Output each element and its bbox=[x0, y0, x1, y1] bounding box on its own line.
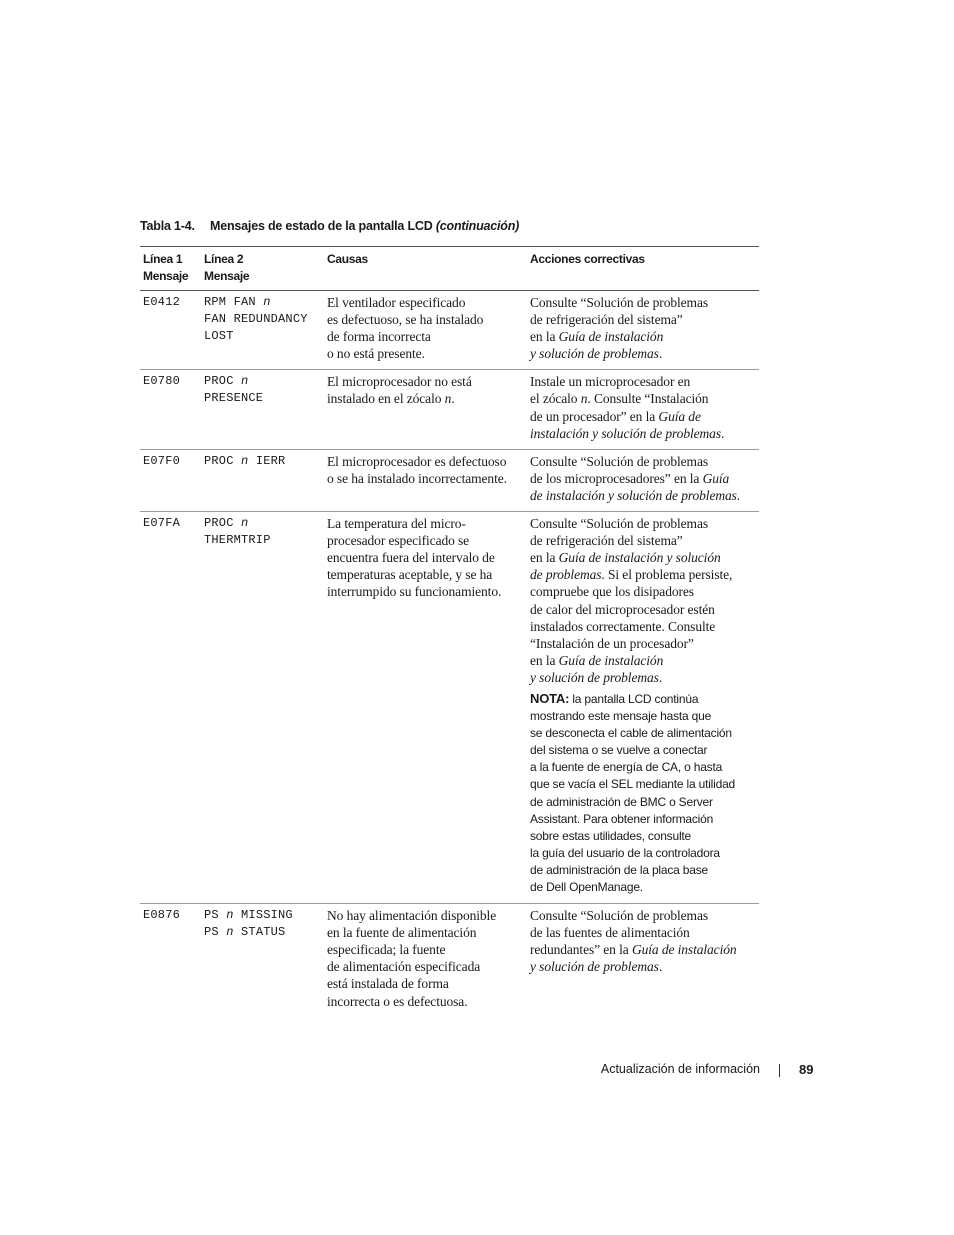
cause-line bbox=[327, 993, 525, 1010]
table-caption-label: Tabla 1-4. bbox=[140, 219, 195, 233]
note-text: de Dell OpenManage. bbox=[530, 880, 643, 894]
action-line bbox=[530, 907, 757, 924]
italic-text: Guía de instalación bbox=[631, 942, 737, 958]
message-code-cell bbox=[140, 512, 201, 904]
text-segment: El ventilador especificado bbox=[327, 295, 466, 310]
text-segment: RPM FAN bbox=[204, 295, 264, 309]
action-line bbox=[530, 390, 757, 407]
cause-line bbox=[327, 328, 525, 345]
text-segment: . bbox=[658, 669, 663, 685]
note-text: Assistant. Para obtener información bbox=[530, 811, 714, 826]
cause-line bbox=[327, 453, 525, 470]
text-segment: IERR bbox=[248, 453, 286, 468]
cause-line bbox=[327, 470, 525, 487]
italic-text: Guía de instalación bbox=[558, 329, 664, 345]
italic-text: n bbox=[444, 391, 452, 407]
note-text: la pantalla LCD continúa bbox=[572, 691, 699, 706]
note-line bbox=[530, 776, 757, 793]
action-line bbox=[530, 425, 757, 442]
causes-cell bbox=[324, 904, 527, 1017]
note-line bbox=[530, 742, 757, 759]
corrective-actions-cell bbox=[527, 291, 759, 370]
message-code-cell bbox=[140, 449, 201, 511]
action-line bbox=[530, 328, 757, 345]
message-code: E07F0 bbox=[143, 453, 181, 468]
lcd-message-line bbox=[204, 532, 322, 549]
text-segment: es defectuoso, se ha instalado bbox=[327, 312, 484, 328]
note-text: de administración de BMC o Server bbox=[530, 794, 713, 809]
lcd-status-messages-table bbox=[140, 246, 759, 1017]
italic-text: Guía de instalación y solución bbox=[558, 550, 721, 566]
text-segment: de calor del microprocesador estén bbox=[530, 601, 715, 617]
text-segment: . Si el problema persiste, bbox=[601, 567, 733, 583]
action-line bbox=[530, 345, 757, 362]
table-body bbox=[140, 291, 759, 1017]
text-segment: está instalada de forma bbox=[327, 976, 449, 992]
text-segment: interrumpido su funcionamiento. bbox=[327, 584, 502, 600]
text-segment: No hay alimentación disponible bbox=[327, 908, 497, 924]
note-line bbox=[530, 759, 757, 776]
text-segment: de los microprocesadores” en la bbox=[530, 470, 703, 486]
text-segment: LOST bbox=[204, 329, 234, 344]
corrective-actions-cell bbox=[527, 370, 759, 449]
message-code-cell bbox=[140, 291, 201, 370]
table-row bbox=[140, 291, 759, 370]
footer-separator bbox=[779, 1064, 780, 1077]
corrective-actions-cell bbox=[527, 904, 759, 1017]
causes-cell bbox=[324, 512, 527, 904]
text-segment: en la bbox=[530, 550, 559, 566]
text-segment: . bbox=[720, 425, 725, 441]
italic-text: n bbox=[226, 908, 234, 923]
table-row bbox=[140, 449, 759, 511]
message-code-cell bbox=[140, 370, 201, 449]
text-segment: compruebe que los disipadores bbox=[530, 584, 694, 600]
note-line bbox=[530, 690, 757, 708]
cause-line bbox=[327, 532, 525, 549]
action-line bbox=[530, 373, 757, 390]
text-segment: incorrecta o es defectuosa. bbox=[327, 993, 468, 1009]
text-segment: MISSING bbox=[233, 908, 293, 923]
text-segment: PS bbox=[204, 908, 227, 923]
note-line bbox=[530, 845, 757, 862]
lcd-message-cell bbox=[201, 370, 324, 449]
lcd-message-line bbox=[204, 311, 322, 328]
note-line bbox=[530, 725, 757, 742]
note-text: que se vacía el SEL mediante la utilidad bbox=[530, 777, 736, 792]
text-segment: de refrigeración del sistema” bbox=[530, 312, 683, 328]
text-segment: Instale un microprocesador en bbox=[530, 374, 691, 390]
italic-text: Guía de bbox=[658, 408, 701, 424]
note-text: a la fuente de energía de CA, o hasta bbox=[530, 760, 723, 775]
header-line1-message bbox=[140, 247, 201, 291]
header-corrective-actions: Acciones correctivas bbox=[527, 247, 759, 291]
italic-text: n bbox=[241, 374, 249, 389]
table-row bbox=[140, 904, 759, 1017]
text-segment: El microprocesador no está bbox=[327, 374, 472, 390]
lcd-message-line bbox=[204, 294, 322, 311]
action-line bbox=[530, 669, 757, 686]
table-header-row bbox=[140, 247, 759, 291]
cause-line bbox=[327, 549, 525, 566]
text-segment: . bbox=[451, 391, 455, 407]
action-line bbox=[530, 566, 757, 583]
action-line bbox=[530, 470, 757, 487]
corrective-actions-cell bbox=[527, 449, 759, 511]
text-segment: PS bbox=[204, 925, 227, 940]
italic-text: n bbox=[580, 391, 588, 407]
message-code-cell bbox=[140, 904, 201, 1017]
action-line bbox=[530, 958, 757, 975]
cause-line bbox=[327, 373, 525, 390]
lcd-message-line bbox=[204, 515, 322, 532]
lcd-message-line bbox=[204, 907, 322, 924]
lcd-message-cell bbox=[201, 449, 324, 511]
lcd-message-line bbox=[204, 373, 322, 390]
text-segment: en la fuente de alimentación bbox=[327, 925, 477, 941]
table-row bbox=[140, 512, 759, 904]
text-segment: El microprocesador es defectuoso bbox=[327, 453, 507, 469]
header-line2-message bbox=[201, 247, 324, 291]
action-line bbox=[530, 294, 757, 311]
note-text: sobre estas utilidades, consulte bbox=[530, 828, 692, 843]
page-footer bbox=[0, 1062, 954, 1082]
note-text: la guía del usuario de la controladora bbox=[530, 845, 720, 860]
message-code: E0412 bbox=[143, 295, 181, 309]
action-line bbox=[530, 549, 757, 566]
note-line bbox=[530, 708, 757, 725]
text-segment: THERMTRIP bbox=[204, 533, 271, 548]
cause-line bbox=[327, 566, 525, 583]
table-caption-continuation: (continuación) bbox=[435, 219, 520, 233]
italic-text: Guía bbox=[702, 470, 730, 486]
note-text: se desconecta el cable de alimentación bbox=[530, 726, 732, 741]
italic-text: instalación y solución de problemas bbox=[530, 425, 721, 441]
text-segment: el zócalo bbox=[530, 391, 581, 407]
action-line bbox=[530, 515, 757, 532]
lcd-message-line bbox=[204, 390, 322, 407]
text-segment: . bbox=[658, 959, 663, 975]
causes-cell bbox=[324, 291, 527, 370]
italic-text: de instalación y solución de problemas bbox=[530, 487, 737, 503]
text-segment: de las fuentes de alimentación bbox=[530, 925, 690, 941]
lcd-message-cell bbox=[201, 512, 324, 904]
header-line1-text: Línea 1 bbox=[143, 252, 183, 266]
cause-line bbox=[327, 907, 525, 924]
cause-line bbox=[327, 958, 525, 975]
causes-cell bbox=[324, 449, 527, 511]
text-segment: Consulte “Solución de problemas bbox=[530, 453, 708, 469]
text-segment: Consulte “Solución de problemas bbox=[530, 295, 708, 310]
text-segment: de refrigeración del sistema” bbox=[530, 533, 683, 549]
italic-text: y solución de problemas bbox=[530, 346, 659, 362]
header-line2-subtext: Mensaje bbox=[204, 269, 250, 283]
text-segment: en la bbox=[530, 329, 559, 345]
action-line bbox=[530, 652, 757, 669]
text-segment: Consulte “Solución de problemas bbox=[530, 516, 708, 532]
text-segment: FAN REDUNDANCY bbox=[204, 312, 308, 327]
note-line bbox=[530, 879, 757, 896]
text-segment: . Consulte “Instalación bbox=[587, 391, 709, 407]
header-causes: Causas bbox=[324, 247, 527, 291]
action-line bbox=[530, 601, 757, 618]
lcd-message-line bbox=[204, 328, 322, 345]
text-segment: especificada; la fuente bbox=[327, 942, 446, 958]
action-line bbox=[530, 618, 757, 635]
note-text: del sistema o se vuelve a conectar bbox=[530, 743, 708, 758]
italic-text: Guía de instalación bbox=[558, 652, 664, 668]
action-line bbox=[530, 453, 757, 470]
cause-line bbox=[327, 941, 525, 958]
causes-cell bbox=[324, 370, 527, 449]
note-block bbox=[530, 690, 757, 896]
text-segment: Consulte “Solución de problemas bbox=[530, 908, 708, 924]
text-segment: . bbox=[658, 346, 663, 362]
note-text: mostrando este mensaje hasta que bbox=[530, 709, 712, 724]
text-segment: de forma incorrecta bbox=[327, 329, 431, 345]
text-segment: STATUS bbox=[233, 925, 286, 940]
note-line bbox=[530, 862, 757, 879]
cause-line bbox=[327, 311, 525, 328]
table-caption-title: Mensajes de estado de la pantalla LCD bbox=[210, 219, 433, 233]
cause-line bbox=[327, 390, 525, 407]
text-segment: o se ha instalado incorrectamente. bbox=[327, 470, 507, 486]
text-segment: de un procesador” en la bbox=[530, 408, 659, 424]
lcd-message-cell bbox=[201, 291, 324, 370]
lcd-message-line bbox=[204, 924, 322, 941]
action-line bbox=[530, 311, 757, 328]
action-line bbox=[530, 408, 757, 425]
header-line1-subtext: Mensaje bbox=[143, 269, 189, 283]
text-segment: PROC bbox=[204, 516, 242, 531]
italic-text: de problemas bbox=[530, 567, 602, 583]
text-segment: PRESENCE bbox=[204, 391, 264, 406]
text-segment: PROC bbox=[204, 453, 242, 468]
text-segment: “Instalación de un procesador” bbox=[530, 635, 694, 651]
text-segment: redundantes” en la bbox=[530, 942, 632, 958]
action-line bbox=[530, 487, 757, 504]
table-caption bbox=[140, 219, 519, 233]
table-row bbox=[140, 370, 759, 449]
corrective-actions-cell bbox=[527, 512, 759, 904]
italic-text: n bbox=[226, 925, 234, 940]
message-code: E07FA bbox=[143, 516, 181, 531]
note-text: de administración de la placa base bbox=[530, 862, 708, 877]
italic-text: n bbox=[241, 453, 249, 468]
cause-line bbox=[327, 583, 525, 600]
note-line bbox=[530, 794, 757, 811]
italic-text: n bbox=[241, 516, 249, 531]
action-line bbox=[530, 924, 757, 941]
text-segment: temperaturas aceptable, y se ha bbox=[327, 567, 493, 583]
header-line2-text: Línea 2 bbox=[204, 252, 244, 266]
text-segment: PROC bbox=[204, 374, 242, 389]
action-line bbox=[530, 635, 757, 652]
action-line bbox=[530, 532, 757, 549]
italic-text: n bbox=[263, 295, 271, 309]
message-code: E0876 bbox=[143, 908, 181, 923]
action-line bbox=[530, 941, 757, 958]
footer-section-title: Actualización de información bbox=[600, 1062, 760, 1076]
message-code: E0780 bbox=[143, 374, 181, 389]
action-line bbox=[530, 583, 757, 600]
note-line bbox=[530, 811, 757, 828]
text-segment: . bbox=[736, 487, 741, 503]
cause-line bbox=[327, 924, 525, 941]
lcd-message-line bbox=[204, 453, 322, 470]
lcd-message-cell bbox=[201, 904, 324, 1017]
text-segment: o no está presente. bbox=[327, 346, 425, 362]
text-segment: procesador especificado se bbox=[327, 533, 470, 549]
text-segment: instalados correctamente. Consulte bbox=[530, 618, 716, 634]
note-line bbox=[530, 828, 757, 845]
italic-text: y solución de problemas bbox=[530, 959, 659, 975]
text-segment: instalado en el zócalo bbox=[327, 391, 445, 407]
cause-line bbox=[327, 345, 525, 362]
text-segment: de alimentación especificada bbox=[327, 959, 481, 975]
italic-text: y solución de problemas bbox=[530, 669, 659, 685]
text-segment: La temperatura del micro- bbox=[327, 516, 466, 532]
page-number: 89 bbox=[799, 1062, 814, 1077]
text-segment: en la bbox=[530, 652, 559, 668]
cause-line bbox=[327, 975, 525, 992]
cause-line bbox=[327, 515, 525, 532]
note-label: NOTA: bbox=[530, 690, 570, 706]
cause-line bbox=[327, 294, 525, 311]
text-segment: encuentra fuera del intervalo de bbox=[327, 550, 495, 566]
